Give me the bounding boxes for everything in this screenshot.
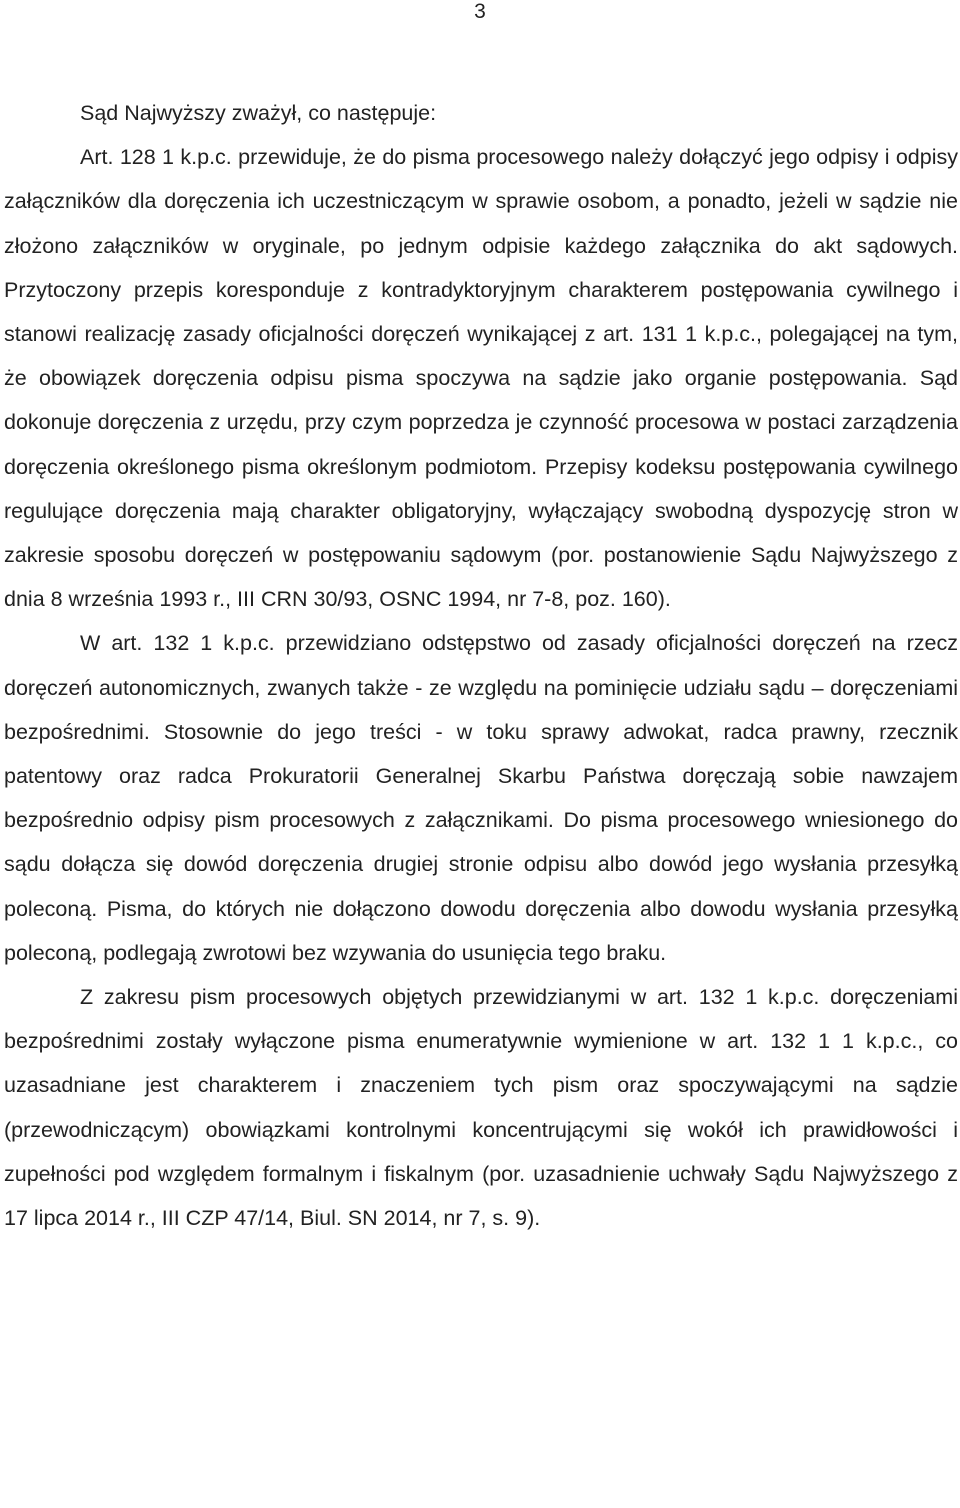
paragraph-art-132-1-1: Z zakresu pism procesowych objętych przewidzianymi w art. 132 1 k.p.c. doręczeniami bezpośrednimi zostały wyłączone pisma enumeratywnie wymienione w art. 132 1 1 k.p.c., co uzasadniane jest charakterem i znaczeniem tych pism oraz spoczywającymi na sądzie (przewodniczącym) obowiązkami kontrolnymi koncentrującymi się wokół ich prawidłowości i zupełności pod względem formalnym i fiskalnym (por. uzasadnienie uchwały Sądu Najwyższego z 17 lipca 2014 r., III CZP 47/14, Biul. SN 2014, nr 7, s. 9). xyxy=(4,985,958,1231)
page-number: 3 xyxy=(474,0,486,23)
section-heading: Sąd Najwyższy zważył, co następuje: xyxy=(80,101,437,125)
paragraph-art-128: Art. 128 1 k.p.c. przewiduje, że do pisma procesowego należy dołączyć jego odpisy i odpisy załączników dla doręczenia ich uczestniczącym w sprawie osobom, a ponadto, jeżeli w sądzie nie złożono załączników w oryginale, po jednym odpisie każdego załącznika do akt sądowych. Przytoczony przepis koresponduje z kontradyktoryjnym charakterem postępowania cywilnego i stanowi realizację zasady oficjalności doręczeń wynikającej z art. 131 1 k.p.c., polegającej na tym, że obowiązek doręczenia odpisu pisma spoczywa na sądzie jako organie postępowania. Sąd dokonuje doręczenia z urzędu, przy czym poprzedza je czynność procesowa w postaci zarządzenia doręczenia określonego pisma określonym podmiotom. Przepisy kodeksu postępowania cywilnego regulujące doręczenia mają charakter obligatoryjny, wyłączający swobodną dyspozycję stron w zakresie sposobu doręczeń w postępowaniu sądowym (por. postanowienie Sądu Najwyższego z dnia 8 września 1993 r., III CRN 30/93, OSNC 1994, nr 7-8, poz. 160). xyxy=(4,145,958,612)
paragraph-art-132: W art. 132 1 k.p.c. przewidziano odstępstwo od zasady oficjalności doręczeń na rzecz doręczeń autonomicznych, zwanych także - ze względu na pominięcie udziału sądu – doręczeniami bezpośrednimi. Stosownie do jego treści - w toku sprawy adwokat, radca prawny, rzecznik patentowy oraz radca Prokuratorii Generalnej Skarbu Państwa doręczają sobie nawzajem bezpośrednio odpisy pism procesowych z załącznikami. Do pisma procesowego wniesionego do sądu dołącza się dowód doręczenia drugiej stronie odpisu albo dowód jego wysłania przesyłką poleconą. Pisma, do których nie dołączono dowodu doręczenia albo dowodu wysłania przesyłką poleconą, podlegają zwrotowi bez wzywania do usunięcia tego braku. xyxy=(4,631,958,965)
document-body xyxy=(4,91,958,1240)
